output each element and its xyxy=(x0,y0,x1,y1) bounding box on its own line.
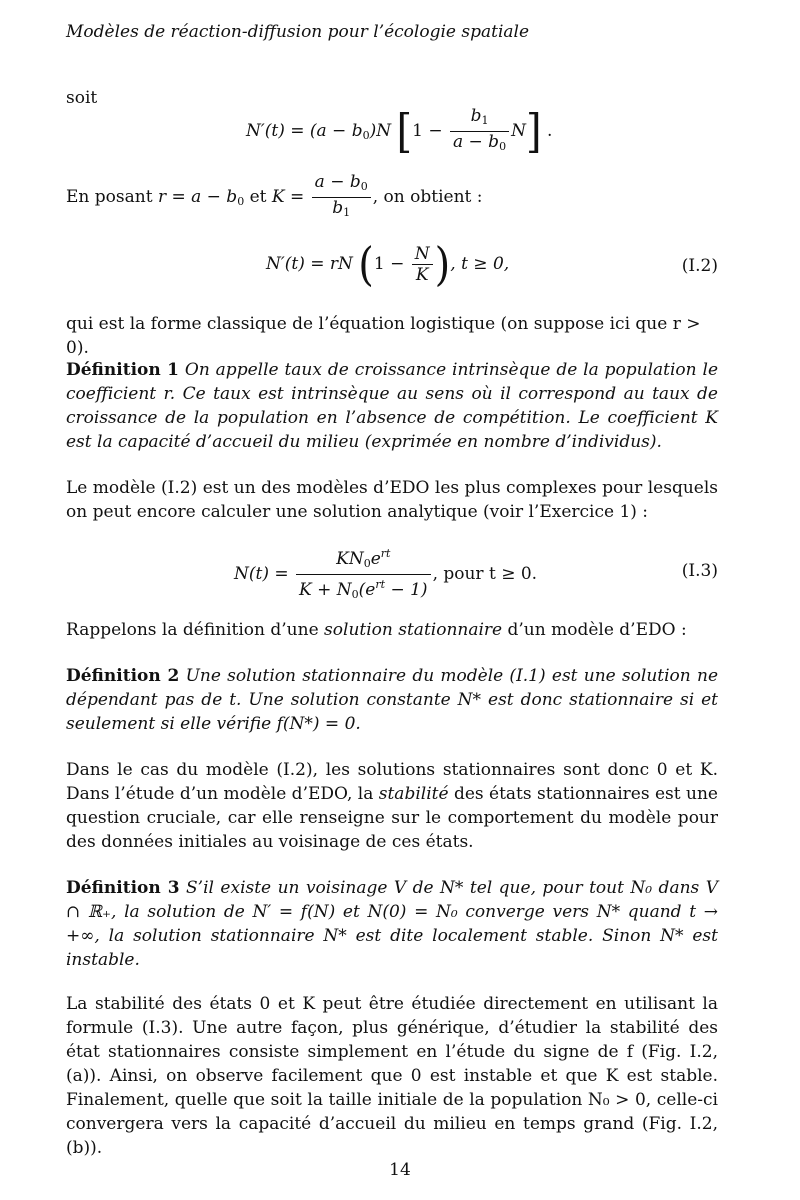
fraction-n-over-k: $\frac{N}{K}$ xyxy=(412,244,433,285)
fraction-k: $\frac{a - b_0}{b_1}$ xyxy=(312,172,371,223)
definition-3: Définition 3 S’il existe un voisinage V de N* tel que, pour tout N₀ dans V ∩ ℝ₊, la solution de N′ = f(N) et N(0) = N₀ converge vers N* quand t → +∞, la solution stationnaire N* est dite localement stable. Sinon N* est instable. xyxy=(66,878,718,970)
right-bracket: ] xyxy=(525,105,542,158)
right-paren: ) xyxy=(434,238,451,291)
definition-r-k: En posant $r = a - b_0$ et K = $\frac{a - b_0}{b_1}$ , on obtient : xyxy=(66,172,483,223)
paragraph-classic-form: qui est la forme classique de l’équation logistique (on suppose ici que r > 0). xyxy=(66,314,701,358)
paragraph-stationary-cases: Dans le cas du modèle (I.2), les solutions stationnaires sont donc 0 et K. Dans l’étude d’un modèle d’EDO, la stabilité des états stationnaires est une question cruciale, car elle renseigne sur le comportement du modèle pour des données initiales au voisinage de ces états. xyxy=(66,760,718,852)
paragraph-stability: La stabilité des états 0 et K peut être étudiée directement en utilisant la formule (I.3). Une autre façon, plus générique, d’étudier la stabilité des état stationnaires consiste simplement en l’étude du signe de f (Fig. I.2, (a)). Ainsi, on observe facilement que 0 est instable et que K est stable. Finalement, quelle que soit la taille initiale de la population N₀ > 0, celle-ci convergera vers la capacité d’accueil du milieu en temps grand (Fig. I.2, (b)). xyxy=(66,994,718,1158)
definition-1: Définition 1 On appelle taux de croissance intrinsèque de la population le coefficient r. Ce taux est intrinsèque au sens où il correspond au taux de croissance de la population en l’absence de compétition. Le coefficient K est la capacité d’accueil du milieu (exprimée en nombre d’individus). xyxy=(66,360,718,452)
paragraph-rappel: Rappelons la définition d’une solution stationnaire d’un modèle d’EDO : xyxy=(66,620,687,640)
running-header: Modèles de réaction-diffusion pour l’écologie spatiale xyxy=(66,22,530,42)
fraction-b1-over-a-b0: $\frac{b_1}{a - b_0}$ xyxy=(450,106,509,157)
page-number: 14 xyxy=(389,1160,411,1180)
left-bracket: [ xyxy=(396,105,413,158)
equation-nprime: $N'(t) = (a - b_0)N$ [1 − $\frac{b_1}{a - b_0}$ N] . xyxy=(246,105,553,158)
equation-I2: N′(t) = rN (1 − $\frac{N}{K}$ ), t ≥ 0, xyxy=(266,238,510,291)
equation-number-I2: (I.2) xyxy=(681,256,718,276)
paragraph-model: Le modèle (I.2) est un des modèles d’EDO les plus complexes pour lesquels on peut encore calculer une solution analytique (voir l’Exercice 1) : xyxy=(66,478,718,522)
equation-I3: N(t) = $\frac{KN_0e^{rt}}{K + N_0(e^{rt} - 1)}$ , pour t ≥ 0. xyxy=(234,544,537,605)
fraction-solution: $\frac{KN_0e^{rt}}{K + N_0(e^{rt} - 1)}$ xyxy=(296,544,431,605)
left-paren: ( xyxy=(358,238,374,291)
equation-number-I3: (I.3) xyxy=(681,561,718,581)
definition-2: Définition 2 Une solution stationnaire du modèle (I.1) est une solution ne dépendant pas de t. Une solution constante N* est donc stationnaire si et seulement si elle vérifie f(N*) = 0. xyxy=(66,666,718,734)
text-soit: soit xyxy=(66,88,98,108)
